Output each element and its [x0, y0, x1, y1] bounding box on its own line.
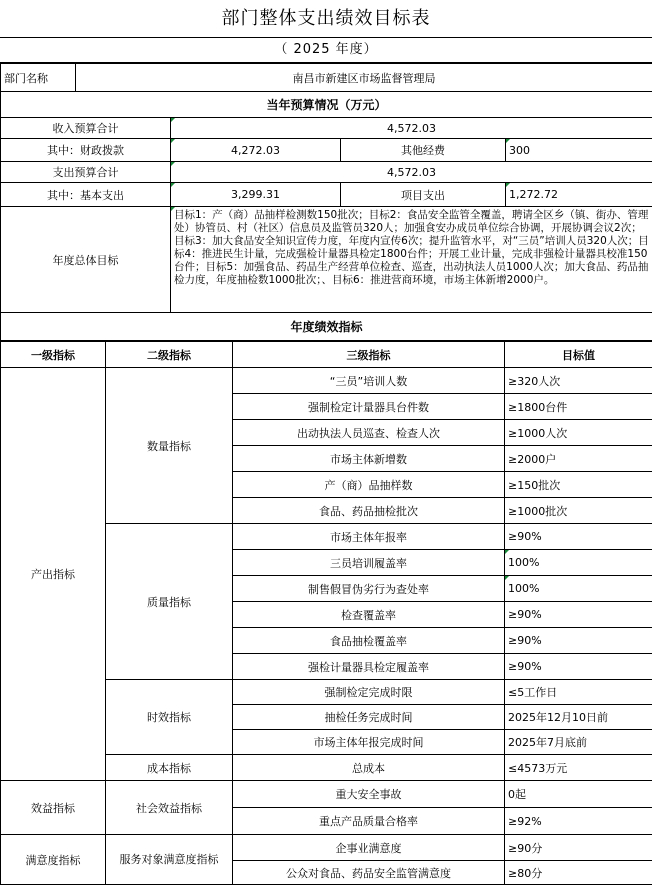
fiscal-label: 其中：财政拨款 — [1, 139, 171, 162]
level1-benefit: 效益指标 — [1, 781, 106, 835]
year-label: （ 2025 年度） — [0, 38, 652, 63]
indicator-target: ≥150批次 — [505, 472, 652, 498]
indicator-name: 产（商）品抽样数 — [233, 472, 505, 498]
other-label: 其他经费 — [341, 139, 506, 162]
indicators-table — [0, 341, 652, 885]
indicator-target: 2025年7月底前 — [505, 730, 652, 755]
goal-label: 年度总体目标 — [1, 207, 171, 313]
indicator-target: ≥2000户 — [505, 446, 652, 472]
indicator-name: 强检计量器具检定履盖率 — [233, 654, 505, 680]
col-level3: 三级指标 — [233, 342, 505, 368]
indicator-name: 强制检定计量器具台件数 — [233, 394, 505, 420]
indicator-target: ≥90分 — [505, 835, 652, 861]
level1-output: 产出指标 — [1, 368, 106, 781]
indicator-name: 食品抽检覆盖率 — [233, 628, 505, 654]
expense-total-value: 4,572.03 — [171, 162, 652, 183]
indicator-target: ≥80分 — [505, 861, 652, 885]
indicator-target: ≥1800台件 — [505, 394, 652, 420]
indicators-header: 年度绩效指标 — [1, 313, 652, 341]
indicator-name: 食品、药品抽检批次 — [233, 498, 505, 524]
goal-text: 目标1：产（商）品抽样检测数150批次；目标2：食品安全监管全覆盖，聘请全区乡（镇、街办、管理处）协管员、村（社区）信息员及监管员320人；加强食安办成员单位综合协调，开展协调会议2次；目标3：加大食品安全知识宣传力度，年度内宣传6次；提升监管水平，对“三员”培训人员320人次；目标4：推进民生计量，完成强检计量器具检定1800台件；开展工业计量，完成非强检计量器具校准150台件；目标5：加强食品、药品生产经营单位检查、巡查，出动执法人员1000人次；加大食品、药品抽检力度，年度抽检数1000批次；、目标6：推进营商环境，市场主体新增2000户。 — [171, 207, 652, 313]
col-target: 目标值 — [505, 342, 652, 368]
indicator-name: 三员培训履盖率 — [233, 550, 505, 576]
project-value: 1,272.72 — [506, 183, 652, 207]
budget-table — [0, 63, 652, 341]
indicator-target: ≥90% — [505, 628, 652, 654]
indicator-name: “三员”培训人数 — [233, 368, 505, 394]
indicator-name: 市场主体新增数 — [233, 446, 505, 472]
income-total-value: 4,572.03 — [171, 118, 652, 139]
indicator-target: 100% — [505, 576, 652, 602]
indicator-name: 出动执法人员巡查、检查人次 — [233, 420, 505, 446]
level2-timeliness: 时效指标 — [106, 680, 233, 755]
indicator-target: ≤5工作日 — [505, 680, 652, 705]
level2-quantity: 数量指标 — [106, 368, 233, 524]
indicator-name: 公众对食品、药品安全监管满意度 — [233, 861, 505, 885]
indicator-target: 0起 — [505, 781, 652, 808]
indicator-name: 重点产品质量合格率 — [233, 808, 505, 835]
level2-social: 社会效益指标 — [106, 781, 233, 835]
indicator-name: 总成本 — [233, 755, 505, 781]
col-level2: 二级指标 — [106, 342, 233, 368]
dept-value: 南昌市新建区市场监督管理局 — [76, 64, 652, 92]
level2-service: 服务对象满意度指标 — [106, 835, 233, 885]
other-value: 300 — [506, 139, 652, 162]
indicator-target: ≥90% — [505, 602, 652, 628]
level2-cost: 成本指标 — [106, 755, 233, 781]
indicator-name: 强制检定完成时限 — [233, 680, 505, 705]
indicator-name: 抽检任务完成时间 — [233, 705, 505, 730]
income-total-label: 收入预算合计 — [1, 118, 171, 139]
indicator-name: 制售假冒伪劣行为查处率 — [233, 576, 505, 602]
indicator-target: 2025年12月10日前 — [505, 705, 652, 730]
indicator-target: 100% — [505, 550, 652, 576]
indicator-name: 检查覆盖率 — [233, 602, 505, 628]
basic-value: 3,299.31 — [171, 183, 341, 207]
level1-satisfaction: 满意度指标 — [1, 835, 106, 885]
indicator-target: ≥90% — [505, 524, 652, 550]
indicator-target: ≥320人次 — [505, 368, 652, 394]
indicator-target: ≥1000人次 — [505, 420, 652, 446]
fiscal-value: 4,272.03 — [171, 139, 341, 162]
indicator-target: ≤4573万元 — [505, 755, 652, 781]
indicator-name: 重大安全事故 — [233, 781, 505, 808]
indicator-name: 市场主体年报率 — [233, 524, 505, 550]
indicator-target: ≥1000批次 — [505, 498, 652, 524]
page-title: 部门整体支出绩效目标表 — [0, 0, 652, 38]
indicator-name: 市场主体年报完成时间 — [233, 730, 505, 755]
indicator-target: ≥90% — [505, 654, 652, 680]
budget-header: 当年预算情况（万元） — [1, 92, 652, 118]
indicator-target: ≥92% — [505, 808, 652, 835]
expense-total-label: 支出预算合计 — [1, 162, 171, 183]
project-label: 项目支出 — [341, 183, 506, 207]
dept-label: 部门名称 — [1, 64, 76, 92]
indicator-name: 企事业满意度 — [233, 835, 505, 861]
col-level1: 一级指标 — [1, 342, 106, 368]
basic-label: 其中：基本支出 — [1, 183, 171, 207]
level2-quality: 质量指标 — [106, 524, 233, 680]
